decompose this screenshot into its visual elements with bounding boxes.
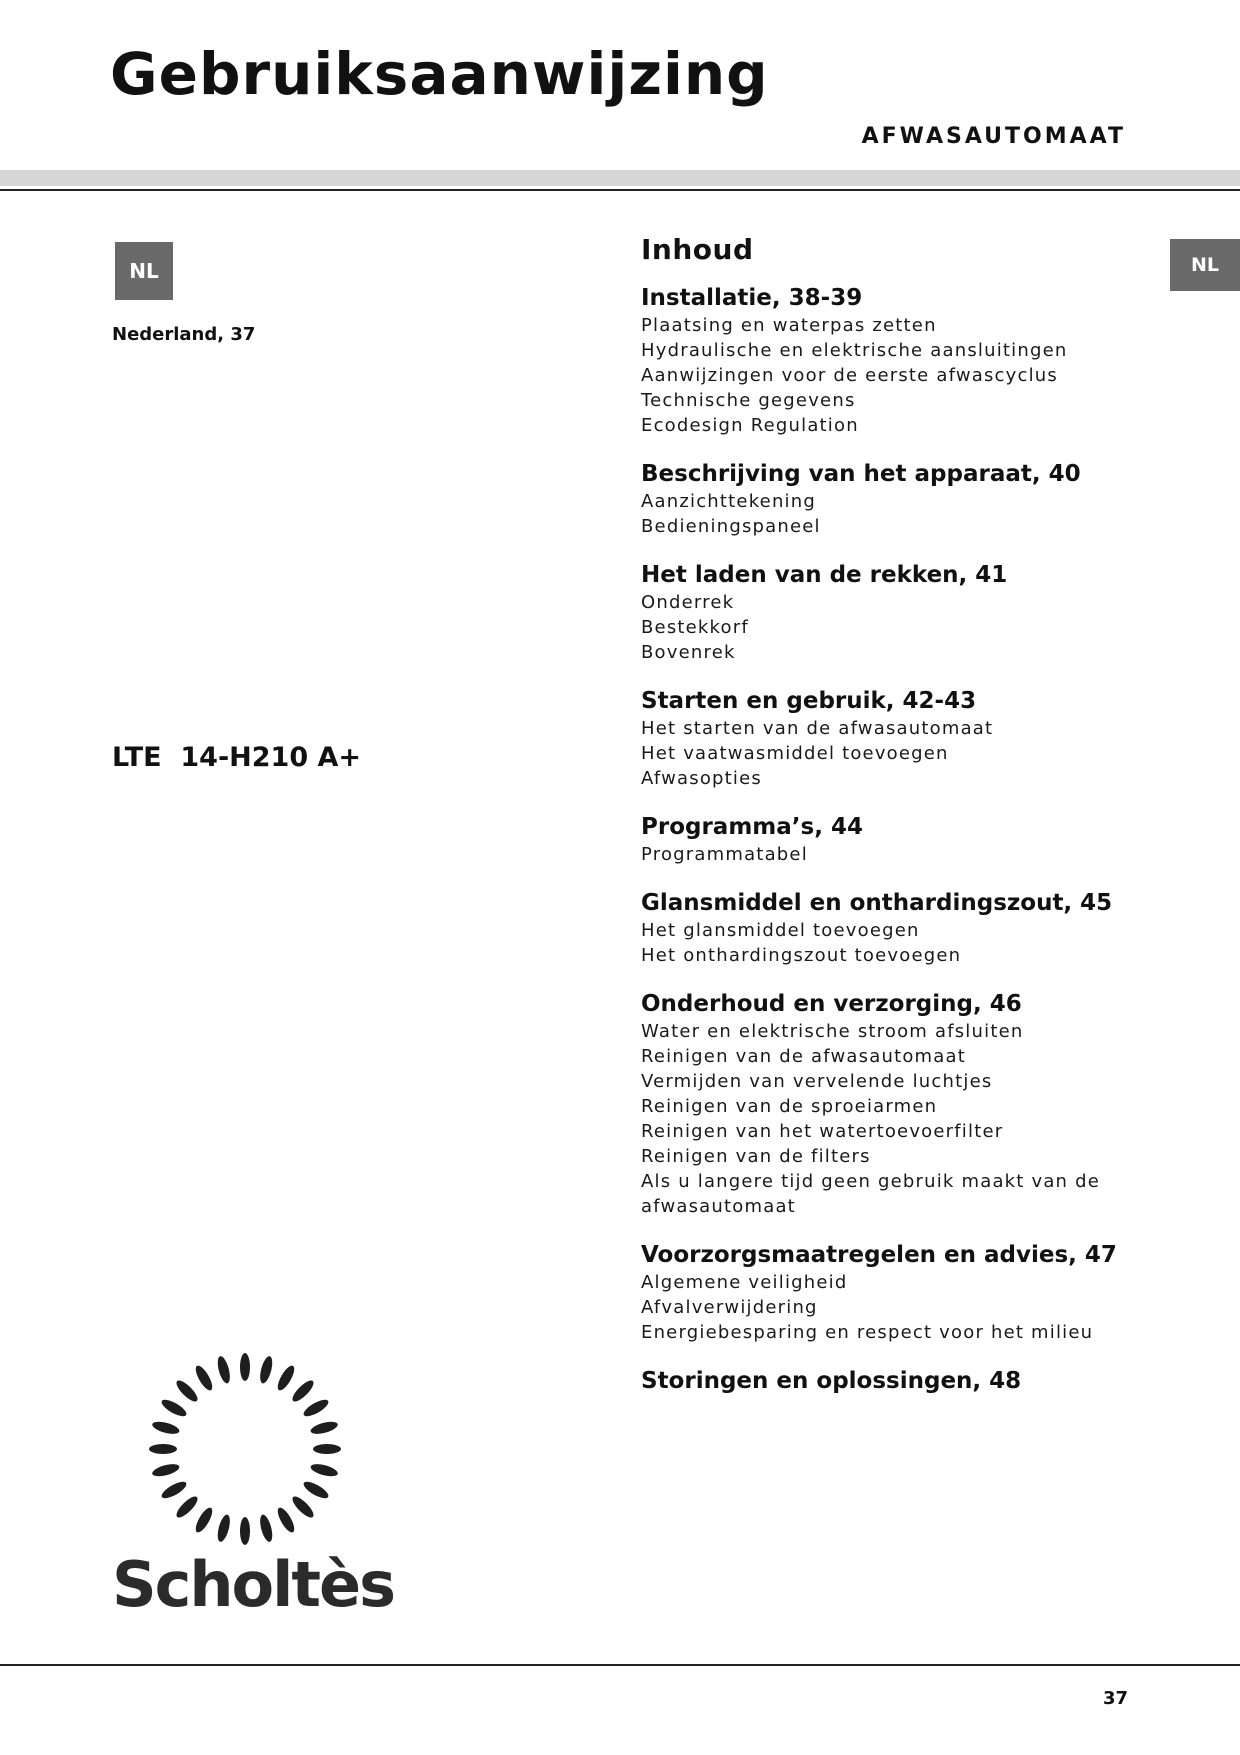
sun-rays-logo-icon [140, 1344, 350, 1554]
toc-subitem: Bestekkorf [641, 617, 749, 638]
toc-subitem: Het starten van de afwasautomaat [641, 718, 994, 739]
toc-subitem: Bovenrek [641, 642, 736, 663]
toc-subitem: Het glansmiddel toevoegen [641, 920, 920, 941]
logo-ray [159, 1397, 188, 1420]
table-of-contents [641, 233, 1161, 1417]
logo-ray [193, 1505, 216, 1534]
toc-section-title: Beschrijving van het apparaat, 40 [641, 461, 1081, 487]
toc-subitem: Als u langere tijd geen gebruik maakt van de [641, 1171, 1100, 1192]
toc-section [641, 1240, 1161, 1345]
toc-subitem: Technische gegevens [641, 390, 856, 411]
logo-ray [151, 1419, 181, 1436]
logo-ray [240, 1353, 250, 1381]
logo-ray [258, 1355, 275, 1385]
language-badge: NL [115, 242, 173, 300]
document-title: Gebruiksaanwijzing [110, 40, 769, 108]
toc-subitem: Aanzichttekening [641, 491, 816, 512]
toc-subitem: Hydraulische en elektrische aansluitingen [641, 340, 1068, 361]
toc-section [641, 1366, 1161, 1396]
toc-subitem: Plaatsing en waterpas zetten [641, 315, 937, 336]
toc-section-title: Onderhoud en verzorging, 46 [641, 991, 1022, 1017]
toc-subitem: Het onthardingszout toevoegen [641, 945, 962, 966]
document-subtitle: AFWASAUTOMAAT [861, 124, 1126, 149]
toc-subitem: afwasautomaat [641, 1196, 796, 1217]
logo-ray [174, 1494, 201, 1521]
toc-subitem: Reinigen van de sproeiarmen [641, 1096, 938, 1117]
toc-subitem: Ecodesign Regulation [641, 415, 859, 436]
toc-section-title: Programma’s, 44 [641, 814, 863, 840]
logo-ray [240, 1517, 250, 1545]
logo-ray [275, 1505, 298, 1534]
toc-section [641, 459, 1161, 539]
toc-section [641, 989, 1161, 1219]
toc-section-title: Voorzorgsmaatregelen en advies, 47 [641, 1242, 1117, 1268]
logo-ray [309, 1462, 339, 1479]
toc-subitem: Reinigen van de filters [641, 1146, 871, 1167]
toc-section-title: Installatie, 38-39 [641, 285, 863, 311]
toc-section [641, 283, 1161, 438]
logo-ray [151, 1462, 181, 1479]
toc-subitem: Het vaatwasmiddel toevoegen [641, 743, 949, 764]
toc-subitem: Aanwijzingen voor de eerste afwascyclus [641, 365, 1058, 386]
toc-subitem: Programmatabel [641, 844, 808, 865]
toc-subitem: Afwasopties [641, 768, 762, 789]
toc-subitem: Water en elektrische stroom afsluiten [641, 1021, 1024, 1042]
toc-section-title: Starten en gebruik, 42-43 [641, 688, 977, 714]
logo-ray [193, 1363, 216, 1392]
logo-ray [290, 1494, 317, 1521]
toc-subitem: Vermijden van vervelende luchtjes [641, 1071, 993, 1092]
page-number: 37 [1102, 1688, 1128, 1709]
logo-ray [159, 1479, 188, 1502]
toc-sections [641, 283, 1161, 1396]
header-divider [0, 189, 1240, 191]
toc-section [641, 812, 1161, 867]
toc-section [641, 560, 1161, 665]
toc-subitem: Energiebesparing en respect voor het milieu [641, 1322, 1094, 1343]
toc-section-title: Glansmiddel en onthardingszout, 45 [641, 890, 1113, 916]
logo-ray [275, 1363, 298, 1392]
toc-section-title: Storingen en oplossingen, 48 [641, 1368, 1022, 1394]
brand-logo-text: Scholtès [112, 1548, 394, 1621]
toc-subitem: Bedieningspaneel [641, 516, 821, 537]
logo-ray [258, 1513, 275, 1543]
toc-subitem: Reinigen van de afwasautomaat [641, 1046, 966, 1067]
toc-subitem: Onderrek [641, 592, 735, 613]
logo-ray [309, 1419, 339, 1436]
logo-ray [290, 1378, 317, 1405]
logo-ray [215, 1513, 232, 1543]
toc-section [641, 888, 1161, 968]
logo-ray [313, 1444, 341, 1454]
logo-ray [215, 1355, 232, 1385]
model-number: LTE 14-H210 A+ [112, 742, 362, 773]
toc-heading: Inhoud [641, 233, 754, 266]
toc-subitem: Reinigen van het watertoevoerfilter [641, 1121, 1004, 1142]
logo-ray [301, 1397, 330, 1420]
footer-divider [0, 1664, 1240, 1666]
language-side-tab: NL [1170, 239, 1240, 291]
logo-ray [149, 1444, 177, 1454]
toc-subitem: Algemene veiligheid [641, 1272, 848, 1293]
header-band [0, 170, 1240, 186]
logo-ray [174, 1378, 201, 1405]
toc-section [641, 686, 1161, 791]
toc-subitem: Afvalverwijdering [641, 1297, 818, 1318]
logo-ray [301, 1479, 330, 1502]
language-index-entry: Nederland, 37 [112, 324, 256, 345]
toc-section-title: Het laden van de rekken, 41 [641, 562, 1008, 588]
